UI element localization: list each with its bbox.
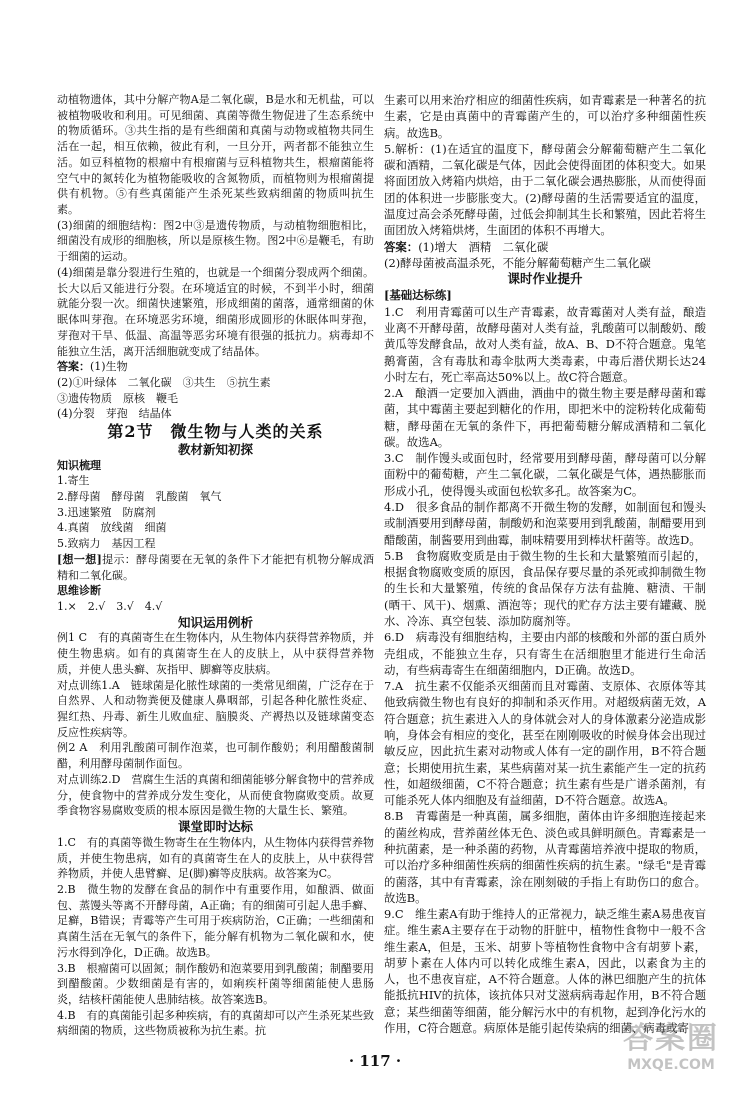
answer-label: 答案： (384, 239, 419, 254)
class-item: 4.B 有的真菌能引起多种疾病，有的真菌却可以产生杀死某些致病细菌的物质，这些物质被称为抗生素。抗 (57, 1008, 374, 1038)
class-heading: 课堂即时达标 (177, 819, 253, 835)
left-column (57, 92, 374, 1039)
apply-item: 例1 C 有的真菌寄生在生物体内，从生物体内获得营养物质，并使生物患病。如有的真菌寄生在人的皮肤上，从中获得营养物质，并使人患头癣、灰指甲、脚癣等皮肤病。 (57, 631, 374, 676)
watermark (602, 1013, 740, 1091)
apply-item: 对点训练1.A 链球菌是化脓性球菌的一类常见细菌，广泛存在于自然界、人和动物粪便及健康人鼻咽部，引起各种化脓性炎症、猩红热、丹毒、新生儿败血症、脑膜炎、产褥热以及链球菌变态反应性疾病等。 (57, 678, 374, 739)
answer-line: (1)增大 酒精 二氧化碳 (418, 239, 549, 254)
answer-line: ③遗传物质 原核 鞭毛 (57, 391, 178, 405)
exercise-item: 5.B 食物腐败变质是由于微生物的生长和大量繁殖而引起的，根据食物腐败变质的原因，食品保存要尽量的杀死或抑制微生物的生长和大量繁殖，传统的食品保存方法有盐腌、糖渍、干制(晒干、风干)、烟熏、酒泡等；现代的贮存方法主要有罐藏、脱水、冷冻、真空包装、添加防腐剂等。 (384, 548, 706, 628)
right-para: 5.解析：(1)在适宜的温度下，酵母菌会分解葡萄糖产生二氧化碳和酒精，二氧化碳是气体，因此会使得面团的体积变大。如果将面团放入烤箱内烘焙，由于二氧化碳会遇热膨胀，从而使得面团的体积进一步膨胀变大。(2)酵母菌的生活需要适宜的温度，温度过高会杀死酵母菌，过低会抑制其生长和繁殖，因此若将生面团放入烤箱烘烤，生面团的体积不再增大。 (384, 141, 706, 238)
right-column (384, 92, 706, 1036)
knowledge-item: 2.酵母菌 酵母菌 乳酸菌 氧气 (57, 489, 222, 503)
answer-line: (2)①叶绿体 二氧化碳 ③共生 ⑤抗生素 (57, 375, 271, 389)
right-para: 生素可以用来治疗相应的细菌性疾病，如青霉素是一种著名的抗生素，它是由真菌中的青霉菌产生的，可以治疗多种细菌性疾病。故选B。 (384, 93, 706, 140)
answer-label: 答案： (57, 360, 90, 374)
exercise-item: 8.B 青霉菌是一种真菌，属多细胞，菌体由许多细胞连接起来的菌丝构成，营养菌丝体无色、淡色或具鲜明颜色。青霉素是一种抗菌素，是一种杀菌的药物，从青霉菌培养液中提取的物质，可以治疗多种细菌性疾病的细菌性疾病的抗生素。"绿毛"是青霉的菌落，其中有青霉素，涂在刚刻破的手指上有助伤口的愈合。故选B。 (384, 809, 706, 905)
answer-line: (1)生物 (90, 360, 128, 374)
knowledge-item: 5.致病力 基因工程 (57, 537, 156, 551)
knowledge-heading: 知识梳理 (57, 458, 101, 472)
think-text: 提示：酵母菌要在无氧的条件下才能把有机物分解成酒精和二氧化碳。 (57, 552, 374, 582)
class-item: 3.B 根瘤菌可以固氮；制作酸奶和泡菜要用到乳酸菌；制醋要用到醋酸菌。少数细菌是有害的，如痢疾杆菌等细菌能使人患肠炎，结核杆菌能使人患肺结核。故答案选B。 (57, 961, 374, 1006)
exercise-item: 1.C 利用青霉菌可以生产青霉素，故青霉菌对人类有益，酿造业离不开酵母菌，故酵母菌对人类有益，乳酸菌可以制酸奶、酸黄瓜等发酵食品，故对人类有益，故A、B、D不符合题意。鬼笔鹅膏菌，含有毒肽和毒伞肽两大类毒素，中毒后潜伏期长达24小时左右，死亡率高达50%以上。故C符合题意。 (384, 304, 706, 384)
section-title: 第2节 微生物与人类的关系 (107, 422, 324, 442)
answer-line: (2)酵母菌被高温杀死，不能分解葡萄糖产生二氧化碳 (384, 255, 651, 270)
class-item: 1.C 有的真菌等微生物寄生在生物体内，从生物体内获得营养物质，并使生物患病，如有的真菌寄生在人的皮肤上，从中获得营养物质，并使人患臂癣、足(脚)癣等皮肤病。故答案为C。 (57, 835, 374, 881)
knowledge-item: 3.迅速繁殖 防腐剂 (57, 505, 156, 519)
exercise-item: 6.D 病毒没有细胞结构，主要由内部的核酸和外部的蛋白质外壳组成，不能独立生存，只有寄生在活细胞里才能进行生命活动，有些病毒寄生在细菌细胞内，D正确。故选D。 (384, 630, 706, 677)
left-para: 动植物遗体，其中分解产物A是二氧化碳，B是水和无机盐，可以被植物吸收和利用。可见细菌、真菌等微生物促进了生态系统中的物质循环。③共生指的是有些细菌和真菌与动物或植物共同生活在一起，相互依赖，彼此有利，一旦分开，两者都不能独立生活。如豆科植物的根瘤中有根瘤菌与豆科植物共生，根瘤菌能将空气中的氮转化为植物能吸收的含氮物质，而植物则为根瘤菌提供有机物。⑤有些真菌能产生杀死某些致病细菌的物质叫抗生素。 (57, 93, 374, 217)
exercise-item: 4.D 很多食品的制作都离不开微生物的发酵，如制面包和馒头或制酒要用到酵母菌，制酸奶和泡菜要用到乳酸菌，制醋要用到醋酸菌，制酱要用到曲霉，制味精要用到棒状杆菌等。故选D。 (384, 500, 706, 547)
exercise-item: 3.C 制作馒头或面包时，经常要用到酵母菌，酵母菌可以分解面粉中的葡萄糖，产生二氧化碳，二氧化碳是气体，遇热膨胀而形成小孔，使得馒头或面包松软多孔。故答案为C。 (384, 451, 706, 498)
think-label: [想一想] (57, 552, 102, 566)
knowledge-item: 1.寄生 (57, 474, 90, 488)
knowledge-item: 4.真菌 放线菌 细菌 (57, 521, 167, 535)
exercise-item: 2.A 酿酒一定要加入酒曲，酒曲中的微生物主要是酵母菌和霉菌，其中霉菌主要起到糖化的作用，即把米中的淀粉转化成葡萄糖，酵母菌在无氧的条件下，再把葡萄糖分解成酒精和二氧化碳。故选A。 (384, 386, 706, 449)
homework-heading: 课时作业提升 (507, 271, 583, 287)
left-para: (3)细菌的细胞结构：图2中③是遗传物质，与动植物细胞相比，细菌没有成形的细胞核，所以是原核生物。图2中⑥是鞭毛，有助于细菌的运动。 (57, 218, 374, 264)
section-subtitle: 教材新知初探 (177, 441, 253, 457)
page-number: · 117 · (348, 1052, 402, 1070)
apply-heading: 知识运用例析 (177, 614, 253, 630)
class-item: 2.B 微生物的发酵在食品的制作中有重要作用，如酿酒、做面包、蒸馒头等离不开酵母菌，A正确；有的细菌可引起人患手癣、足癣，B错误；青霉等产生可用于疾病防治，C正确；一些细菌和真菌生活在无氧气的条件下，能分解有机物为二氧化碳和水，使污水得到净化，D正确。故选B。 (57, 882, 374, 959)
answer-line: (4)分裂 芽孢 结晶体 (57, 407, 172, 421)
watermark-logo: 答案圈 (623, 1021, 719, 1056)
basic-heading: [基础达标练] (384, 288, 452, 303)
diagnosis-text: 1.× 2.√ 3.√ 4.√ (57, 600, 163, 613)
apply-item: 对点训练2.D 营腐生生活的真菌和细菌能够分解食物中的营养成分，使食物中的营养成分发生变化，从而使食物腐败变质。故夏季食物容易腐败变质的根本原因是微生物的大量生长、繁殖。 (57, 772, 374, 818)
exercise-item: 7.A 抗生素不仅能杀灭细菌而且对霉菌、支原体、衣原体等其他致病微生物也有良好的抑制和杀灭作用。对超级病菌无效，A符合题意；抗生素进入人的身体就会对人的身体激素分泌造成影响，身体会有相应的变化，甚至在刚刚吸收的时候身体会出现过敏反应，因此抗生素对动物或人体有一定的副作用，B不符合题意；长期使用抗生素，某些病菌对某一抗生素能产生一定的抗药性，如超级细菌，C不符合题意；抗生素有些是广谱杀菌剂，有可能杀死人体内细胞及有益细菌，D不符合题意。故选A。 (384, 679, 706, 808)
watermark-url: MXQE.COM (627, 1057, 715, 1073)
left-para: (4)细菌是靠分裂进行生殖的，也就是一个细菌分裂成两个细菌。长大以后又能进行分裂。在环境适宜的时候，不到半小时，细菌就能分裂一次。细菌快速繁殖，形成细菌的菌落，通常细菌的休眠体叫芽孢。在环境恶劣环境，细菌形成圆形的休眠体叫芽孢，芽孢对干旱、低温、高温等恶劣环境有很强的抵抗力。病毒却不能独立生活，离开活细胞就变成了结晶体。 (57, 265, 374, 358)
apply-item: 例2 A 利用乳酸菌可制作泡菜，也可制作酸奶；利用醋酸菌制醋，利用酵母菌制作面包。 (57, 741, 374, 771)
diagnosis-heading: 思维诊断 (57, 584, 101, 598)
exercise-item: 9.C 维生素A有助于维持人的正常视力，缺乏维生素A易患夜盲症。维生素A主要存在于动物的肝脏中，植物性食物中一般不含维生素A，但是，玉米、胡萝卜等植物性食物中含有胡萝卜素，胡萝卜素在人体内可以转化成维生素A，因此，以素食为主的人，也不患夜盲症，A不符合题意。人体的淋巴细胞产生的抗体能抵抗HIV的抗体，该抗体只对艾滋病病毒起作用，B不符合题意；某些细菌等细菌，能分解污水中的有机物，起到净化污水的作用，C符合题意。病原体是能引起传染病的细菌、病毒或寄 (384, 907, 706, 1036)
